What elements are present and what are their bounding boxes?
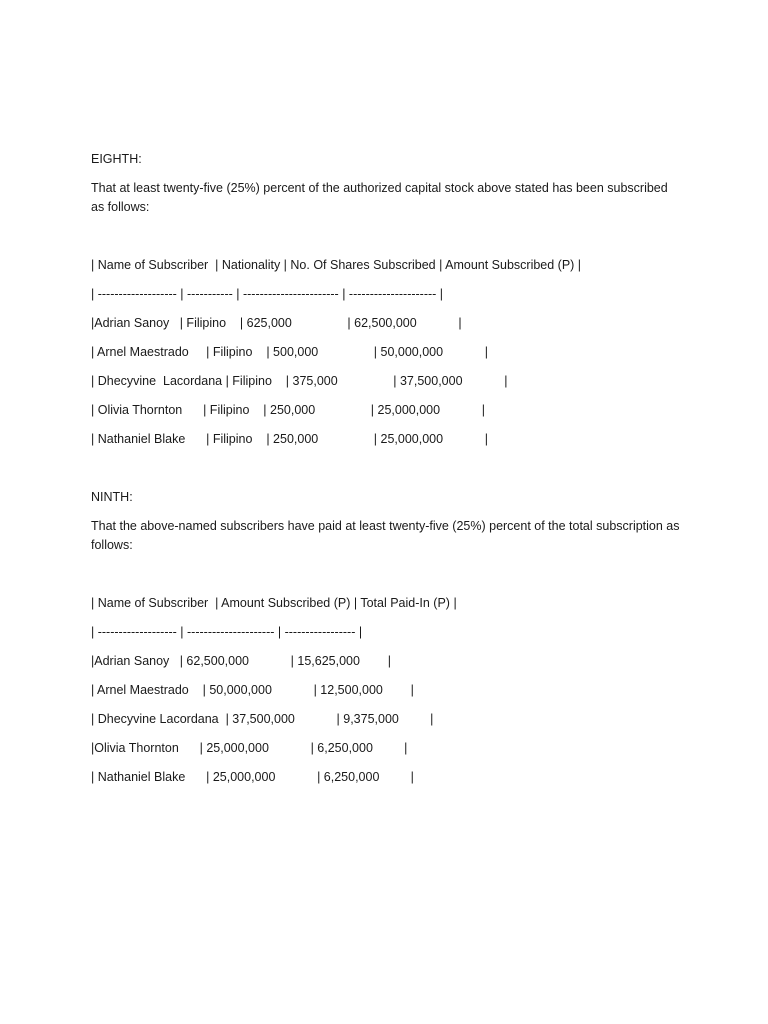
table-row: |Olivia Thornton | 25,000,000 | 6,250,000 | (91, 741, 408, 755)
table-row: | Arnel Maestrado | 50,000,000 | 12,500,000 | (91, 683, 414, 697)
section-heading-eighth: EIGHTH: (91, 152, 142, 166)
table-separator-line: | ------------------- | ----------- | ----------------------- | --------------------- | (91, 287, 444, 301)
table-row: | Dhecyvine Lacordana | Filipino | 375,000 | 37,500,000 | (91, 374, 508, 388)
table-row: | Dhecyvine Lacordana | 37,500,000 | 9,375,000 | (91, 712, 434, 726)
table-row: |Adrian Sanoy | 62,500,000 | 15,625,000 | (91, 654, 391, 668)
table-row: |Adrian Sanoy | Filipino | 625,000 | 62,500,000 | (91, 316, 462, 330)
table-header-line: | Name of Subscriber | Nationality | No. Of Shares Subscribed | Amount Subscribed (P) | (91, 258, 582, 272)
table-separator-line: | ------------------- | --------------------- | ----------------- | (91, 625, 363, 639)
paragraph-eighth: That at least twenty-five (25%) percent of the authorized capital stock above stated has been subscribed as follows: (91, 181, 668, 214)
table-header-line: | Name of Subscriber | Amount Subscribed (P) | Total Paid-In (P) | (91, 596, 457, 610)
table-row: | Nathaniel Blake | Filipino | 250,000 | 25,000,000 | (91, 432, 488, 446)
section-heading-ninth: NINTH: (91, 490, 133, 504)
table-row: | Arnel Maestrado | Filipino | 500,000 | 50,000,000 | (91, 345, 488, 359)
paid-in-table (91, 594, 681, 787)
table-row: | Nathaniel Blake | 25,000,000 | 6,250,000 | (91, 770, 414, 784)
table-row: | Olivia Thornton | Filipino | 250,000 | 25,000,000 | (91, 403, 485, 417)
paragraph-ninth: That the above-named subscribers have paid at least twenty-five (25%) percent of the total subscription as follows: (91, 519, 680, 552)
subscription-table (91, 256, 681, 449)
document-body (91, 150, 681, 787)
